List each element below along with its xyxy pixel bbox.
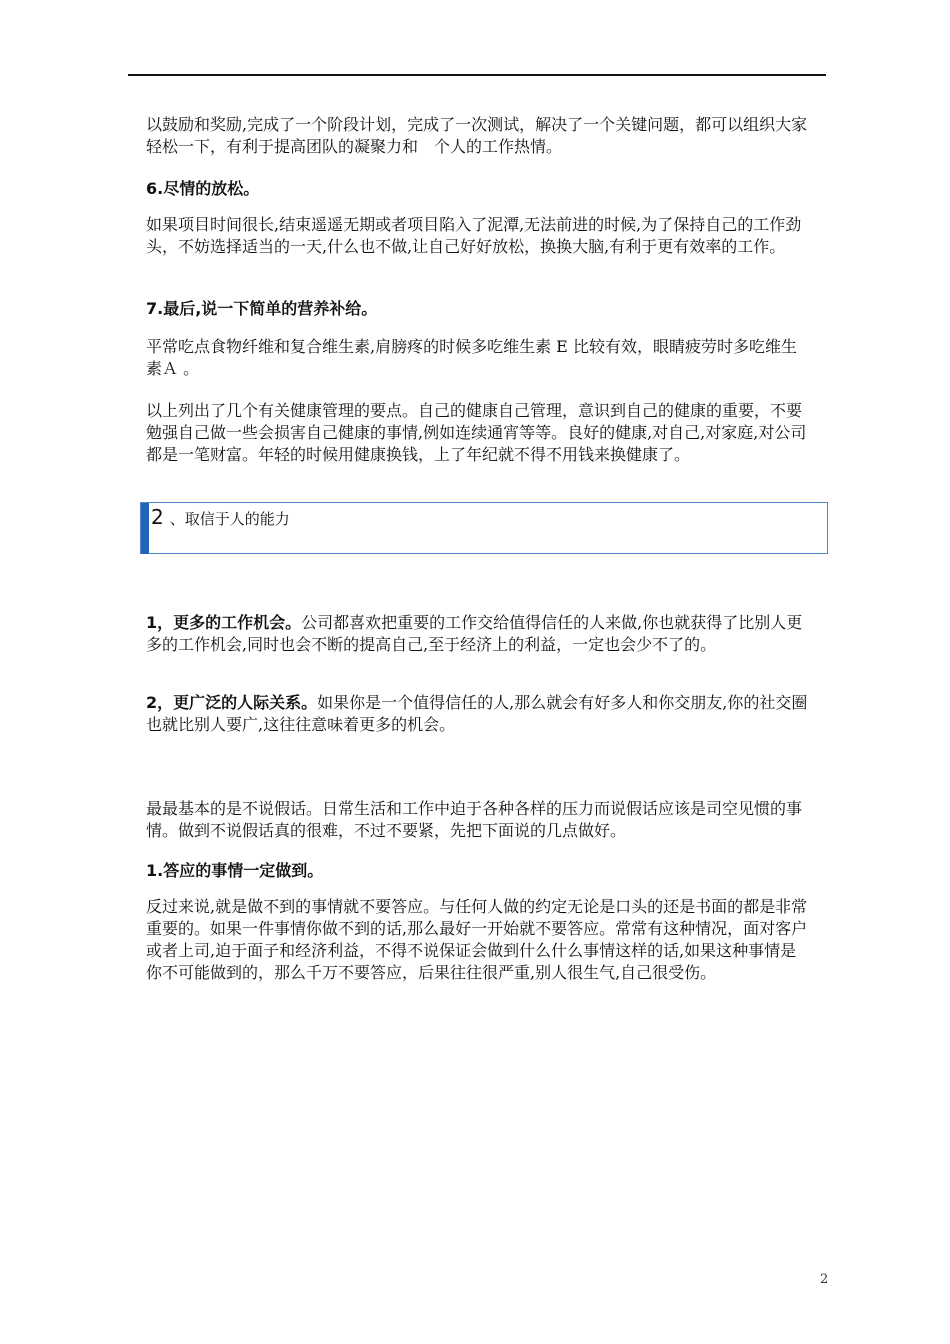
heading-relax: 6.尽情的放松。 [146,179,260,198]
section-title [151,505,290,529]
section-accent-bar [141,503,149,554]
paragraph-keep-promises: 反过来说,就是做不到的事情就不要答应。与任何人做的约定无论是口头的还是书面的都是非常重要的。如果一件事情你做不到的话,那么最好一开始就不要答应。常常有这种情况，面对客户或者上司,迫于面子和经济利益，不得不说保证会做到什么什么事情这样的话,如果这种事情是你不可能做到的，那么千万不要答应，后果往往很严重,别人很生气,自己很受伤。 [146,897,808,982]
section-number: 2 [151,505,164,529]
paragraph-benefit-2 [146,692,808,736]
heading-nutrition: 7.最后,说一下简单的营养补给。 [146,299,378,318]
paragraph-benefit-1 [146,612,808,656]
paragraph-no-lies: 最最基本的是不说假话。日常生活和工作中迫于各种各样的压力而说假话应该是司空见惯的事情。做到不说假话真的很难，不过不要紧，先把下面说的几点做好。 [146,799,803,840]
paragraph-health-summary: 以上列出了几个有关健康管理的要点。自己的健康自己管理，意识到自己的健康的重要，不要勉强自己做一些会损害自己健康的事情,例如连续通宵等等。良好的健康,对自己,对家庭,对公司都是一笔财富。年轻的时候用健康换钱，上了年纪就不得不用钱来换健康了。 [146,401,807,464]
benefit-2-text: 如果你是一个值得信任的人,那么就会有好多人和你交朋友,你的社交圈也就比别人要广,这往往意味着更多的机会。 [146,693,808,734]
section-title-text: 、取信于人的能力 [169,510,290,528]
paragraph-encouragement: 以鼓励和奖励,完成了一个阶段计划，完成了一次测试，解决了一个关键问题，都可以组织大家轻松一下，有利于提高团队的凝聚力和 个人的工作热情。 [146,115,808,156]
section-heading-box [140,502,828,554]
header-rule [128,74,826,76]
page-number: 2 [820,1272,829,1287]
paragraph-nutrition: 平常吃点食物纤维和复合维生素,肩膀疼的时候多吃维生素 E 比较有效，眼睛疲劳时多吃维生素Ａ 。 [146,337,797,378]
benefit-1-lead: 1，更多的工作机会。 [146,613,302,632]
heading-keep-promises: 1.答应的事情一定做到。 [146,861,324,880]
paragraph-relax: 如果项目时间很长,结束遥遥无期或者项目陷入了泥潭,无法前进的时候,为了保持自己的工作劲头，不妨选择适当的一天,什么也不做,让自己好好放松，换换大脑,有利于更有效率的工作。 [146,215,802,256]
benefit-2-lead: 2，更广泛的人际关系。 [146,693,318,712]
benefit-1-text: 公司都喜欢把重要的工作交给值得信任的人来做,你也就获得了比别人更多的工作机会,同时也会不断的提高自己,至于经济上的利益，一定也会少不了的。 [146,613,803,654]
